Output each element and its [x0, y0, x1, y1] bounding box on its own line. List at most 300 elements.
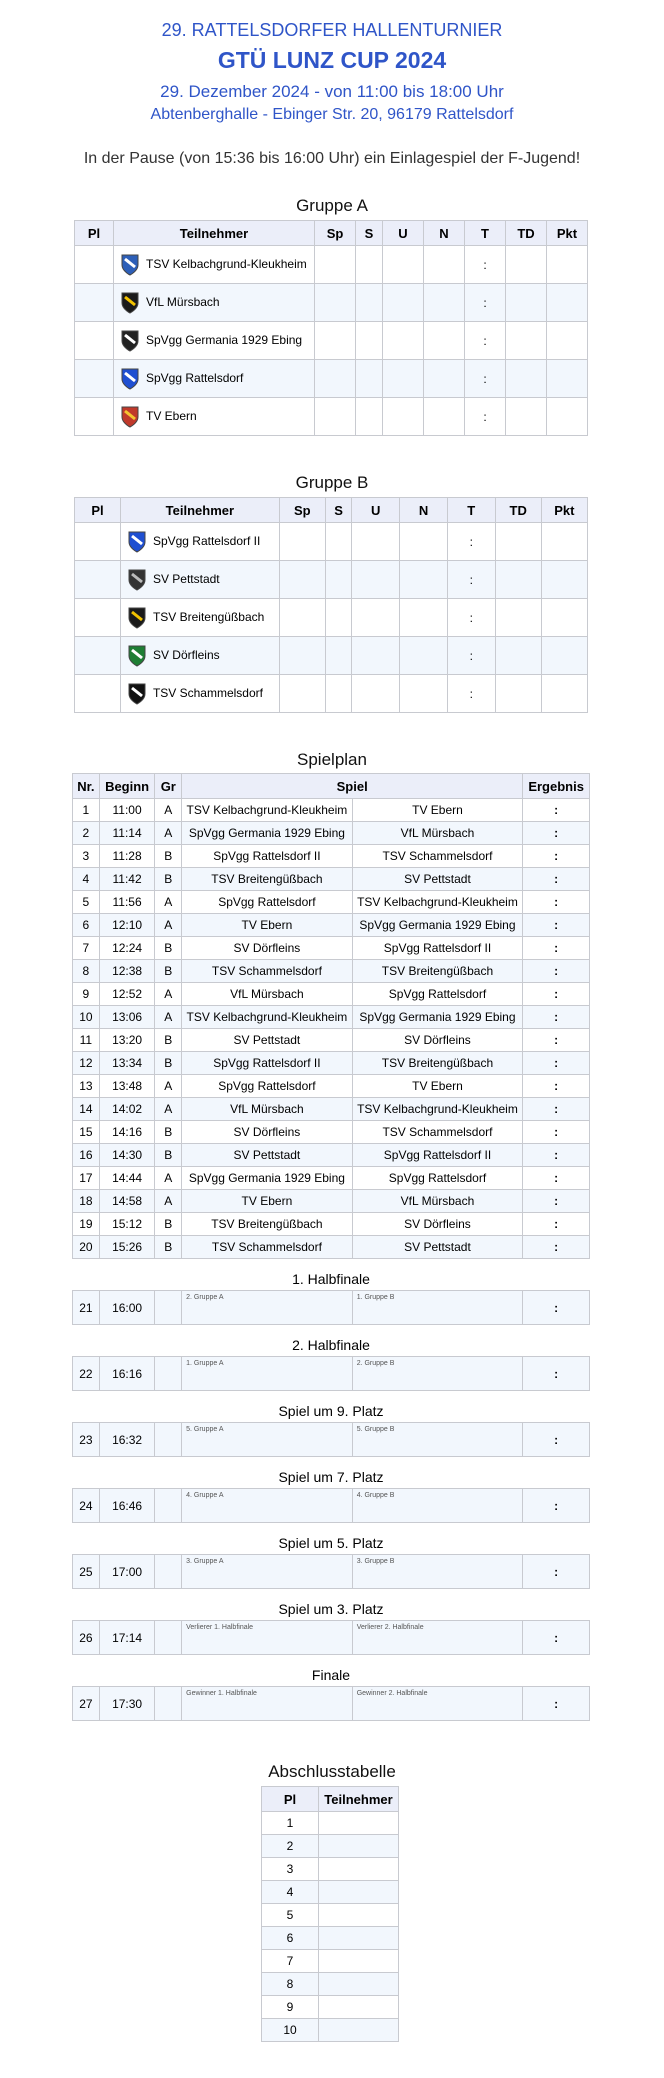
final-row [262, 1881, 399, 1904]
place-cell [75, 360, 114, 398]
home-team: SV Pettstadt [182, 1029, 353, 1052]
team-name: TV Ebern [146, 408, 197, 423]
team-name: SpVgg Rattelsdorf II [152, 533, 261, 548]
away-team: SpVgg Germania 1929 Ebing [352, 1006, 523, 1029]
knockout-match-row [73, 1555, 590, 1589]
place-cell [75, 599, 121, 637]
goal-diff-cell [495, 523, 541, 561]
points-cell [541, 523, 587, 561]
final-row [262, 1927, 399, 1950]
away-team: TSV Kelbachgrund-Kleukheim [352, 891, 523, 914]
match-result: : [523, 1052, 590, 1075]
team-cell [120, 599, 279, 637]
place-cell [75, 284, 114, 322]
standings-row [75, 322, 588, 360]
match-group [155, 1687, 182, 1721]
match-number: 2 [73, 822, 100, 845]
away-placeholder: 4. Gruppe B [352, 1489, 523, 1523]
goal-diff-cell [495, 599, 541, 637]
match-result: : [523, 799, 590, 822]
pause-note: In der Pause (von 15:36 bis 16:00 Uhr) ein Einlagespiel der F-Jugend! [83, 150, 581, 167]
final-team-cell [319, 1950, 399, 1973]
stat-cell [356, 398, 383, 436]
match-time: 14:02 [99, 1098, 155, 1121]
schedule-table [72, 773, 590, 1721]
match-row [73, 1029, 590, 1052]
match-number: 3 [73, 845, 100, 868]
group-a-table [74, 220, 588, 436]
final-row [262, 1904, 399, 1927]
home-team: SV Dörfleins [182, 1121, 353, 1144]
tournament-date: 29. Dezember 2024 - von 11:00 bis 18:00 Uhr [160, 82, 504, 101]
match-group [155, 1291, 182, 1325]
standings-row [75, 523, 588, 561]
home-team: TSV Breitengüßbach [182, 868, 353, 891]
final-place: 10 [262, 2019, 319, 2042]
home-team: TV Ebern [182, 914, 353, 937]
round-title: Spiel um 3. Platz [73, 1589, 590, 1621]
match-time: 14:16 [99, 1121, 155, 1144]
match-time: 15:26 [99, 1236, 155, 1259]
round-title: Finale [73, 1655, 590, 1687]
match-group: A [155, 1167, 182, 1190]
final-team-cell [319, 1973, 399, 1996]
points-cell [547, 398, 588, 436]
match-time: 17:30 [99, 1687, 155, 1721]
final-team-cell [319, 2019, 399, 2042]
match-time: 11:42 [99, 868, 155, 891]
match-time: 12:38 [99, 960, 155, 983]
column-header: Teilnehmer [319, 1787, 399, 1812]
match-group: B [155, 1052, 182, 1075]
final-standings-table [261, 1786, 399, 2042]
column-header: Teilnehmer [114, 221, 315, 246]
match-time: 15:12 [99, 1213, 155, 1236]
match-group: B [155, 1213, 182, 1236]
away-team: SpVgg Rattelsdorf [352, 1167, 523, 1190]
round-title-row [73, 1391, 590, 1423]
match-number: 18 [73, 1190, 100, 1213]
match-result: : [523, 1098, 590, 1121]
place-cell [75, 637, 121, 675]
knockout-match-row [73, 1291, 590, 1325]
match-time: 17:14 [99, 1621, 155, 1655]
match-number: 7 [73, 937, 100, 960]
match-number: 1 [73, 799, 100, 822]
stat-cell [279, 599, 325, 637]
match-row [73, 1190, 590, 1213]
match-group: A [155, 983, 182, 1006]
match-number: 19 [73, 1213, 100, 1236]
stat-cell [315, 246, 356, 284]
place-cell [75, 675, 121, 713]
stat-cell [325, 561, 351, 599]
standings-row [75, 599, 588, 637]
match-group [155, 1357, 182, 1391]
goals-cell: : [447, 675, 495, 713]
round-title-row [73, 1655, 590, 1687]
round-title-row [73, 1259, 590, 1291]
match-row [73, 799, 590, 822]
team-name: TSV Breitengüßbach [152, 609, 265, 624]
home-team: TSV Kelbachgrund-Kleukheim [182, 799, 353, 822]
match-number: 4 [73, 868, 100, 891]
place-cell [75, 246, 114, 284]
home-team: VfL Mürsbach [182, 1098, 353, 1121]
match-group [155, 1423, 182, 1457]
points-cell [541, 675, 587, 713]
column-header: N [400, 498, 448, 523]
home-placeholder: 1. Gruppe A [182, 1357, 353, 1391]
match-number: 8 [73, 960, 100, 983]
match-number: 20 [73, 1236, 100, 1259]
stat-cell [325, 675, 351, 713]
home-placeholder: Gewinner 1. Halbfinale [182, 1687, 353, 1721]
home-team: SpVgg Rattelsdorf II [182, 1052, 353, 1075]
points-cell [541, 637, 587, 675]
goals-cell: : [465, 284, 506, 322]
match-result: : [523, 1167, 590, 1190]
tournament-edition: 29. RATTELSDORFER HALLENTURNIER [161, 20, 503, 40]
column-header: Ergebnis [523, 774, 590, 799]
stat-cell [279, 523, 325, 561]
match-number: 6 [73, 914, 100, 937]
final-row [262, 1950, 399, 1973]
match-group: B [155, 1236, 182, 1259]
home-placeholder: 4. Gruppe A [182, 1489, 353, 1523]
match-number: 9 [73, 983, 100, 1006]
match-result: : [523, 1489, 590, 1523]
tournament-venue: Abtenberghalle - Ebinger Str. 20, 96179 Rattelsdorf [150, 106, 514, 123]
final-place: 3 [262, 1858, 319, 1881]
match-time: 11:14 [99, 822, 155, 845]
team-cell [114, 398, 315, 436]
rattelsdorf-crest-icon [120, 367, 140, 391]
match-result: : [523, 822, 590, 845]
ebing-crest-icon [120, 329, 140, 353]
match-result: : [523, 1291, 590, 1325]
round-title: Spiel um 5. Platz [73, 1523, 590, 1555]
final-place: 9 [262, 1996, 319, 2019]
match-group: B [155, 845, 182, 868]
match-group: A [155, 1006, 182, 1029]
team-cell [114, 322, 315, 360]
stat-cell [315, 360, 356, 398]
final-team-cell [319, 1927, 399, 1950]
stat-cell [352, 561, 400, 599]
standings-row [75, 398, 588, 436]
match-time: 13:48 [99, 1075, 155, 1098]
match-group: A [155, 1075, 182, 1098]
stat-cell [383, 322, 424, 360]
match-time: 12:52 [99, 983, 155, 1006]
knockout-match-row [73, 1687, 590, 1721]
match-group: B [155, 868, 182, 891]
match-group: A [155, 1098, 182, 1121]
match-number: 27 [73, 1687, 100, 1721]
group-b-table [74, 497, 588, 713]
breitenguessbach-crest-icon [127, 606, 147, 630]
team-cell [120, 561, 279, 599]
match-result: : [523, 1357, 590, 1391]
away-team: TSV Schammelsdorf [352, 845, 523, 868]
away-team: SV Dörfleins [352, 1029, 523, 1052]
final-team-cell [319, 1835, 399, 1858]
home-team: VfL Mürsbach [182, 983, 353, 1006]
stat-cell [325, 599, 351, 637]
final-place: 7 [262, 1950, 319, 1973]
match-result: : [523, 845, 590, 868]
match-result: : [523, 1555, 590, 1589]
stat-cell [383, 246, 424, 284]
column-header: U [383, 221, 424, 246]
points-cell [547, 360, 588, 398]
stat-cell [424, 246, 465, 284]
final-row [262, 1858, 399, 1881]
away-team: SpVgg Rattelsdorf II [352, 937, 523, 960]
match-group [155, 1555, 182, 1589]
away-team: TSV Schammelsdorf [352, 1121, 523, 1144]
final-row [262, 1996, 399, 2019]
stat-cell [352, 637, 400, 675]
match-row [73, 891, 590, 914]
stat-cell [356, 360, 383, 398]
team-cell [120, 637, 279, 675]
goals-cell: : [447, 561, 495, 599]
match-row [73, 1006, 590, 1029]
match-row [73, 845, 590, 868]
knockout-match-row [73, 1423, 590, 1457]
column-header: Sp [279, 498, 325, 523]
match-result: : [523, 983, 590, 1006]
match-number: 24 [73, 1489, 100, 1523]
standings-row [75, 284, 588, 322]
match-result: : [523, 960, 590, 983]
match-row [73, 822, 590, 845]
match-time: 14:44 [99, 1167, 155, 1190]
column-header: T [447, 498, 495, 523]
match-result: : [523, 1144, 590, 1167]
standings-row [75, 675, 588, 713]
stat-cell [424, 284, 465, 322]
team-name: SpVgg Rattelsdorf [146, 370, 244, 385]
tournament-title: GTÜ LUNZ CUP 2024 [217, 47, 447, 73]
home-team: SpVgg Rattelsdorf [182, 891, 353, 914]
round-title: 1. Halbfinale [73, 1259, 590, 1291]
match-group: B [155, 1029, 182, 1052]
final-place: 4 [262, 1881, 319, 1904]
goal-diff-cell [495, 637, 541, 675]
away-placeholder: 5. Gruppe B [352, 1423, 523, 1457]
final-row [262, 1973, 399, 1996]
column-header: Pkt [541, 498, 587, 523]
home-team: SpVgg Germania 1929 Ebing [182, 1167, 353, 1190]
match-group [155, 1489, 182, 1523]
match-time: 12:10 [99, 914, 155, 937]
match-result: : [523, 891, 590, 914]
column-header: U [352, 498, 400, 523]
match-row [73, 868, 590, 891]
match-result: : [523, 914, 590, 937]
stat-cell [400, 599, 448, 637]
final-team-cell [319, 1996, 399, 2019]
home-team: TSV Schammelsdorf [182, 1236, 353, 1259]
home-team: SV Dörfleins [182, 937, 353, 960]
stat-cell [356, 246, 383, 284]
match-result: : [523, 1213, 590, 1236]
place-cell [75, 322, 114, 360]
points-cell [541, 561, 587, 599]
match-number: 17 [73, 1167, 100, 1190]
match-time: 13:20 [99, 1029, 155, 1052]
team-name: SV Dörfleins [152, 647, 220, 662]
group-a-title: Gruppe A [296, 196, 368, 215]
stat-cell [400, 675, 448, 713]
away-team: SV Dörfleins [352, 1213, 523, 1236]
team-name: TSV Schammelsdorf [152, 685, 263, 700]
round-title-row [73, 1457, 590, 1489]
match-group: B [155, 960, 182, 983]
home-team: SpVgg Rattelsdorf II [182, 845, 353, 868]
final-place: 1 [262, 1812, 319, 1835]
final-team-cell [319, 1904, 399, 1927]
match-result: : [523, 1190, 590, 1213]
round-title: Spiel um 7. Platz [73, 1457, 590, 1489]
column-header: TD [506, 221, 547, 246]
column-header: N [424, 221, 465, 246]
match-time: 17:00 [99, 1555, 155, 1589]
match-number: 25 [73, 1555, 100, 1589]
match-group: B [155, 937, 182, 960]
group-b-title: Gruppe B [295, 473, 369, 492]
goal-diff-cell [506, 360, 547, 398]
final-place: 5 [262, 1904, 319, 1927]
match-result: : [523, 868, 590, 891]
match-number: 26 [73, 1621, 100, 1655]
column-header: Nr. [73, 774, 100, 799]
column-header: Pl [262, 1787, 319, 1812]
final-team-cell [319, 1881, 399, 1904]
match-group: B [155, 1121, 182, 1144]
stat-cell [279, 561, 325, 599]
column-header: T [465, 221, 506, 246]
doerfleins-crest-icon [127, 644, 147, 668]
team-name: SV Pettstadt [152, 571, 220, 586]
round-title: 2. Halbfinale [73, 1325, 590, 1357]
stat-cell [356, 322, 383, 360]
home-team: SpVgg Germania 1929 Ebing [182, 822, 353, 845]
match-time: 16:16 [99, 1357, 155, 1391]
goals-cell: : [447, 599, 495, 637]
team-name: VfL Mürsbach [146, 294, 220, 309]
match-number: 21 [73, 1291, 100, 1325]
column-header: Pkt [547, 221, 588, 246]
goals-cell: : [465, 322, 506, 360]
column-header: S [325, 498, 351, 523]
match-number: 23 [73, 1423, 100, 1457]
column-header: Sp [315, 221, 356, 246]
standings-row [75, 360, 588, 398]
goal-diff-cell [495, 561, 541, 599]
stat-cell [325, 523, 351, 561]
match-group: A [155, 914, 182, 937]
match-group: A [155, 891, 182, 914]
team-name: TSV Kelbachgrund-Kleukheim [146, 256, 307, 271]
final-place: 8 [262, 1973, 319, 1996]
goal-diff-cell [495, 675, 541, 713]
match-result: : [523, 1075, 590, 1098]
goal-diff-cell [506, 322, 547, 360]
group-header-row [75, 498, 588, 523]
match-result: : [523, 1006, 590, 1029]
match-row [73, 1121, 590, 1144]
match-group: A [155, 822, 182, 845]
match-result: : [523, 1423, 590, 1457]
standings-row [75, 561, 588, 599]
match-row [73, 1144, 590, 1167]
match-row [73, 960, 590, 983]
stat-cell [383, 284, 424, 322]
match-time: 16:46 [99, 1489, 155, 1523]
match-group: B [155, 1144, 182, 1167]
kelbachgrund-crest-icon [120, 253, 140, 277]
away-team: VfL Mürsbach [352, 822, 523, 845]
column-header: Spiel [182, 774, 523, 799]
goals-cell: : [465, 360, 506, 398]
final-row [262, 1835, 399, 1858]
team-cell [114, 284, 315, 322]
away-placeholder: Verlierer 2. Halbfinale [352, 1621, 523, 1655]
column-header: Pl [75, 498, 121, 523]
match-number: 13 [73, 1075, 100, 1098]
stat-cell [352, 675, 400, 713]
final-table-title: Abschlusstabelle [268, 1762, 396, 1781]
knockout-match-row [73, 1621, 590, 1655]
home-team: TSV Schammelsdorf [182, 960, 353, 983]
team-cell [120, 675, 279, 713]
home-placeholder: Verlierer 1. Halbfinale [182, 1621, 353, 1655]
match-row [73, 1052, 590, 1075]
match-number: 12 [73, 1052, 100, 1075]
rattelsdorf-crest-icon [127, 530, 147, 554]
match-row [73, 1213, 590, 1236]
match-row [73, 1098, 590, 1121]
final-row [262, 1812, 399, 1835]
match-row [73, 1075, 590, 1098]
match-time: 16:32 [99, 1423, 155, 1457]
stat-cell [325, 637, 351, 675]
away-team: TSV Breitengüßbach [352, 960, 523, 983]
column-header: TD [495, 498, 541, 523]
goals-cell: : [465, 398, 506, 436]
stat-cell [400, 561, 448, 599]
knockout-match-row [73, 1489, 590, 1523]
match-number: 10 [73, 1006, 100, 1029]
final-place: 6 [262, 1927, 319, 1950]
match-time: 16:00 [99, 1291, 155, 1325]
group-header-row [75, 221, 588, 246]
stat-cell [315, 322, 356, 360]
column-header: Pl [75, 221, 114, 246]
stat-cell [315, 398, 356, 436]
pettstadt-crest-icon [127, 568, 147, 592]
home-team: TSV Kelbachgrund-Kleukheim [182, 1006, 353, 1029]
round-title-row [73, 1325, 590, 1357]
column-header: S [356, 221, 383, 246]
stat-cell [400, 523, 448, 561]
match-group [155, 1621, 182, 1655]
match-time: 13:34 [99, 1052, 155, 1075]
